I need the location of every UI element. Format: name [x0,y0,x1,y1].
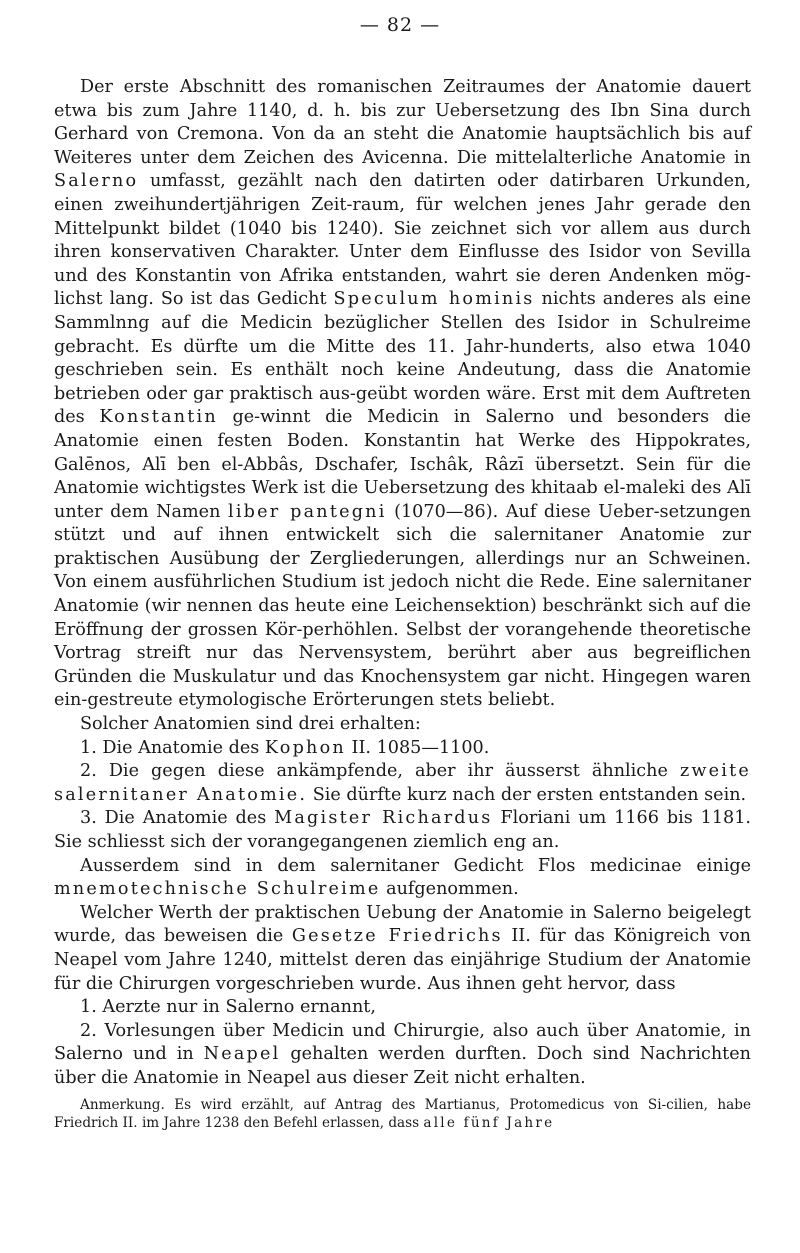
text-run: Welcher Werth der praktischen Uebung der Anatomie in Salerno beigelegt wurde, das beweisen die [54,902,751,947]
text-run: ge-winnt die Medicin in Salerno und besonders die Anatomie einen festen Boden. Konstantin hat Werke des Hippokrates, Galēnos, Alī ben el-Abbâs, Dschafer, Ischâk, Râzī übersetzt. Sein für die Anatomie wichtigstes Werk ist die Uebersetzung des khitaab el-maleki des Alī unter dem Namen [54,407,752,522]
list-item-kophon [54,737,751,761]
paragraph-anatomies-intro: Solcher Anatomien sind drei erhalten: [80,714,421,735]
emphasis-kophon: Kophon [264,737,346,758]
list-item-aerzte: 1. Aerzte nur in Salerno ernannt, [80,997,376,1018]
paragraph-gesetze [54,902,751,996]
text-run: gehalten werden durften. Doch sind Nachrichten über die Anatomie in Neapel aus dieser Zeit nicht erhalten. [54,1044,751,1088]
emphasis-salerno: Salerno [54,171,139,192]
list-item-vorlesungen [54,1020,751,1091]
text-run: nichts anderes als eine Sammlnng auf die Medicin bezüglicher Stellen des Isidor in Schulreime gebracht. Es dürfte um die Mitte des 11. Jahr-hunderts, also etwa 1040 geschrieben sein. Es enthält noch keine Andeutung, dass die Anatomie betrieben oder gar praktisch aus-geübt worden wäre. Erst mit dem Auftreten des [54,289,751,428]
text-run: 1. Die Anatomie des [80,737,265,758]
text-run: 3. Die Anatomie des [80,808,275,829]
text-run: umfasst, gezählt nach den datirten oder datirbaren Urkunden, einen zweihundertjährigen Zeit-raum, für welchen jenes Jahr gerade den Mittelpunkt bildet (1040 bis 1240). Sie zeichnet sich vor allem aus durch ihren konservativen Charakter. Unter dem Einflusse des Isidor von Sevilla und des Konstantin von Afrika entstanden, wahrt sie deren Andenken mög-lichst lang. So ist das Gedicht [54,171,751,310]
emphasis-magister-richardus: Magister Richardus [274,808,493,829]
text-run: (1070—86). Auf diese Ueber-setzungen stützt und auf ihnen entwickelt sich die salernitaner Anatomie zur praktischen Ausübung der Zergliederungen, allerdings nur an Schweinen. Von einem ausführlichen Studium ist jedoch nicht die Rede. Eine salernitaner Anatomie (wir nennen das heute eine Leichensektion) beschränkt sich auf die Eröffnung der grossen Kör-perhöhlen. Selbst der vorangehende theoretische Vortrag streift nur das Nervensystem, berührt aber aus begreiflichen Gründen die Muskulatur und das Knochensystem gar nicht. Hingegen waren ein-gestreute etymologische Erörterungen stets beliebt. [54,501,751,711]
paragraph-schulreime [54,855,751,902]
emphasis-konstantin: Konstantin [99,407,218,428]
paragraph-intro [54,76,751,713]
page-body [54,76,751,1132]
text-run: aufgenommen. [380,879,519,900]
emphasis-neapel: Neapel [203,1044,281,1065]
footnote [54,1096,751,1132]
text-run: 2. Die gegen diese ankämpfende, aber ihr äusserst ähnliche [80,761,680,782]
text-run: Ausserdem sind in dem salernitaner Gedicht Flos medicinae einige [80,855,751,876]
text-run: II. 1085—1100. [345,737,490,758]
footnote-text: Anmerkung. Es wird erzählt, auf Antrag des Martianus, Protomedicus von Si-cilien, habe Friedrich II. im Jahre 1238 den Befehl erlassen, dass [54,1096,751,1131]
emphasis-gesetze-friedrichs: Gesetze Friedrichs [291,926,503,947]
list-item-second-anatomy [54,760,751,807]
text-run: II. für das Königreich von Neapel vom Jahre 1240, mittelst deren das einjährige Studium der Anatomie für die Chirurgen vorgeschrieben wurde. Aus ihnen geht hervor, dass [54,926,751,994]
text-run: 2. Vorlesungen über Medicin und Chirurgie, also auch über Anatomie, in Salerno und in [54,1020,751,1065]
emphasis-liber-pantegni: liber pantegni [228,501,387,522]
emphasis-zweite-anatomie: zweite salernitaner Anatomie. [54,761,751,805]
page-number: — 82 — [359,14,441,36]
list-item-richardus [54,807,751,854]
emphasis-speculum-hominis: Speculum hominis [333,289,535,310]
emphasis-alle-fuenf-jahre: alle fünf Jahre [423,1114,555,1131]
text-run: Der erste Abschnitt des romanischen Zeitraumes der Anatomie dauert etwa bis zum Jahre 1140, d. h. bis zur Uebersetzung des Ibn Sina durch Gerhard von Cremona. Von da an steht die Anatomie hauptsächlich bis auf Weiteres unter dem Zeichen des Avicenna. Die mittelalterliche Anatomie in [54,77,751,168]
emphasis-schulreime: mnemotechnische Schulreime [54,879,381,900]
text-run: Floriani um 1166 bis 1181. Sie schliesst sich der vorangegangenen ziemlich eng an. [54,808,751,852]
text-run: Sie dürfte kurz nach der ersten entstanden sein. [307,784,747,805]
